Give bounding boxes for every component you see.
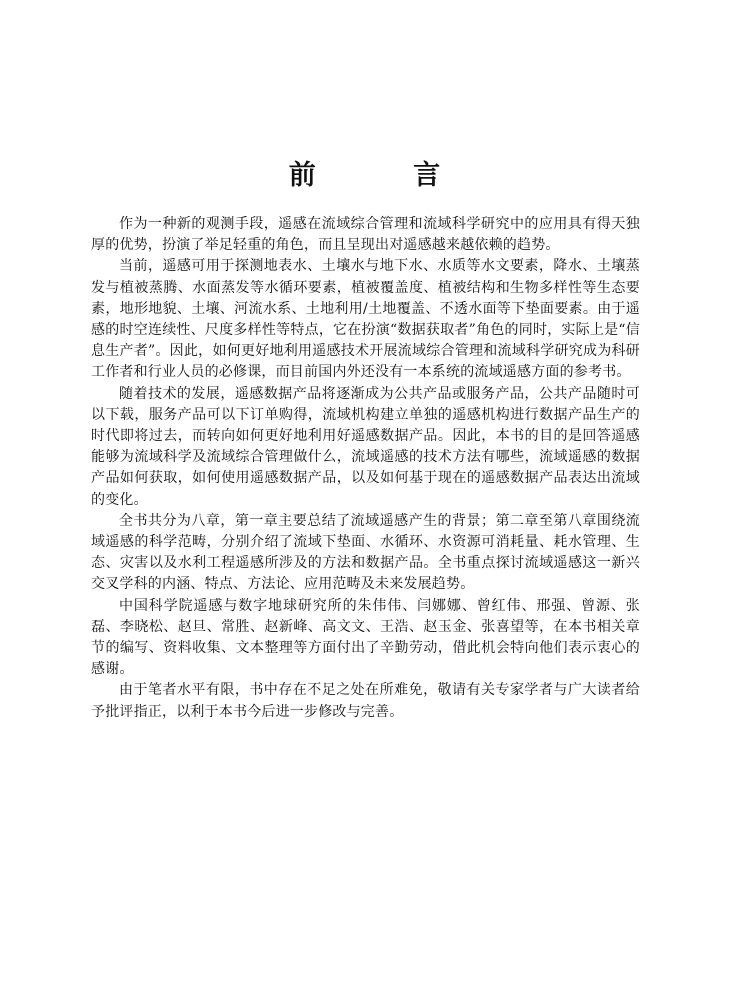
paragraph: 由于笔者水平有限，书中存在不足之处在所难免，敬请有关专家学者与广大读者给予批评指正，以利于本书今后进一步修改与完善。 (91, 682, 640, 720)
paragraph: 全书共分为八章，第一章主要总结了流域遥感产生的背景；第二章至第八章围绕流域遥感的科学范畴，分别介绍了流域下垫面、水循环、水资源可消耗量、耗水管理、生态、灾害以及水利工程遥感所涉及的方法和数据产品。全书重点探讨流域遥感这一新兴交叉学科的内涵、特点、方法论、应用范畴及未来发展趋势。 (91, 512, 640, 593)
preface-body (91, 214, 640, 723)
page-title: 前 言 (288, 160, 485, 191)
paragraph: 当前，遥感可用于探测地表水、土壤水与地下水、水质等水文要素，降水、土壤蒸发与植被蒸腾、水面蒸发等水循环要素，植被覆盖度、植被结构和生物多样性等生态要素，地形地貌、土壤、河流水系、土地利用/土地覆盖、不透水面等下垫面要素。由于遥感的时空连续性、尺度多样性等特点，它在扮演“数据获取者”角色的同时，实际上是“信息生产者”。因此，如何更好地利用遥感技术开展流域综合管理和流域科学研究成为科研工作者和行业人员的必修课，而目前国内外还没有一本系统的流域遥感方面的参考书。 (91, 258, 640, 381)
paragraph: 随着技术的发展，遥感数据产品将逐渐成为公共产品或服务产品，公共产品随时可以下载，服务产品可以下订单购得，流域机构建立单独的遥感机构进行数据产品生产的时代即将过去，而转向如何更好地利用好遥感数据产品。因此，本书的目的是回答遥感能够为流域科学及流域综合管理做什么，流域遥感的技术方法有哪些，流域遥感的数据产品如何获取，如何使用遥感数据产品，以及如何基于现在的遥感数据产品表达出流域的变化。 (91, 385, 640, 508)
paragraph: 中国科学院遥感与数字地球研究所的朱伟伟、闫娜娜、曾红伟、邢强、曾源、张磊、李晓松、赵旦、常胜、赵新峰、高文文、王浩、赵玉金、张喜望等，在本书相关章节的编写、资料收集、文本整理等方面付出了辛勤劳动，借此机会特向他们表示衷心的感谢。 (91, 597, 640, 678)
paragraph: 作为一种新的观测手段，遥感在流域综合管理和流域科学研究中的应用具有得天独厚的优势，扮演了举足轻重的角色，而且呈现出对遥感越来越依赖的趋势。 (91, 216, 640, 254)
